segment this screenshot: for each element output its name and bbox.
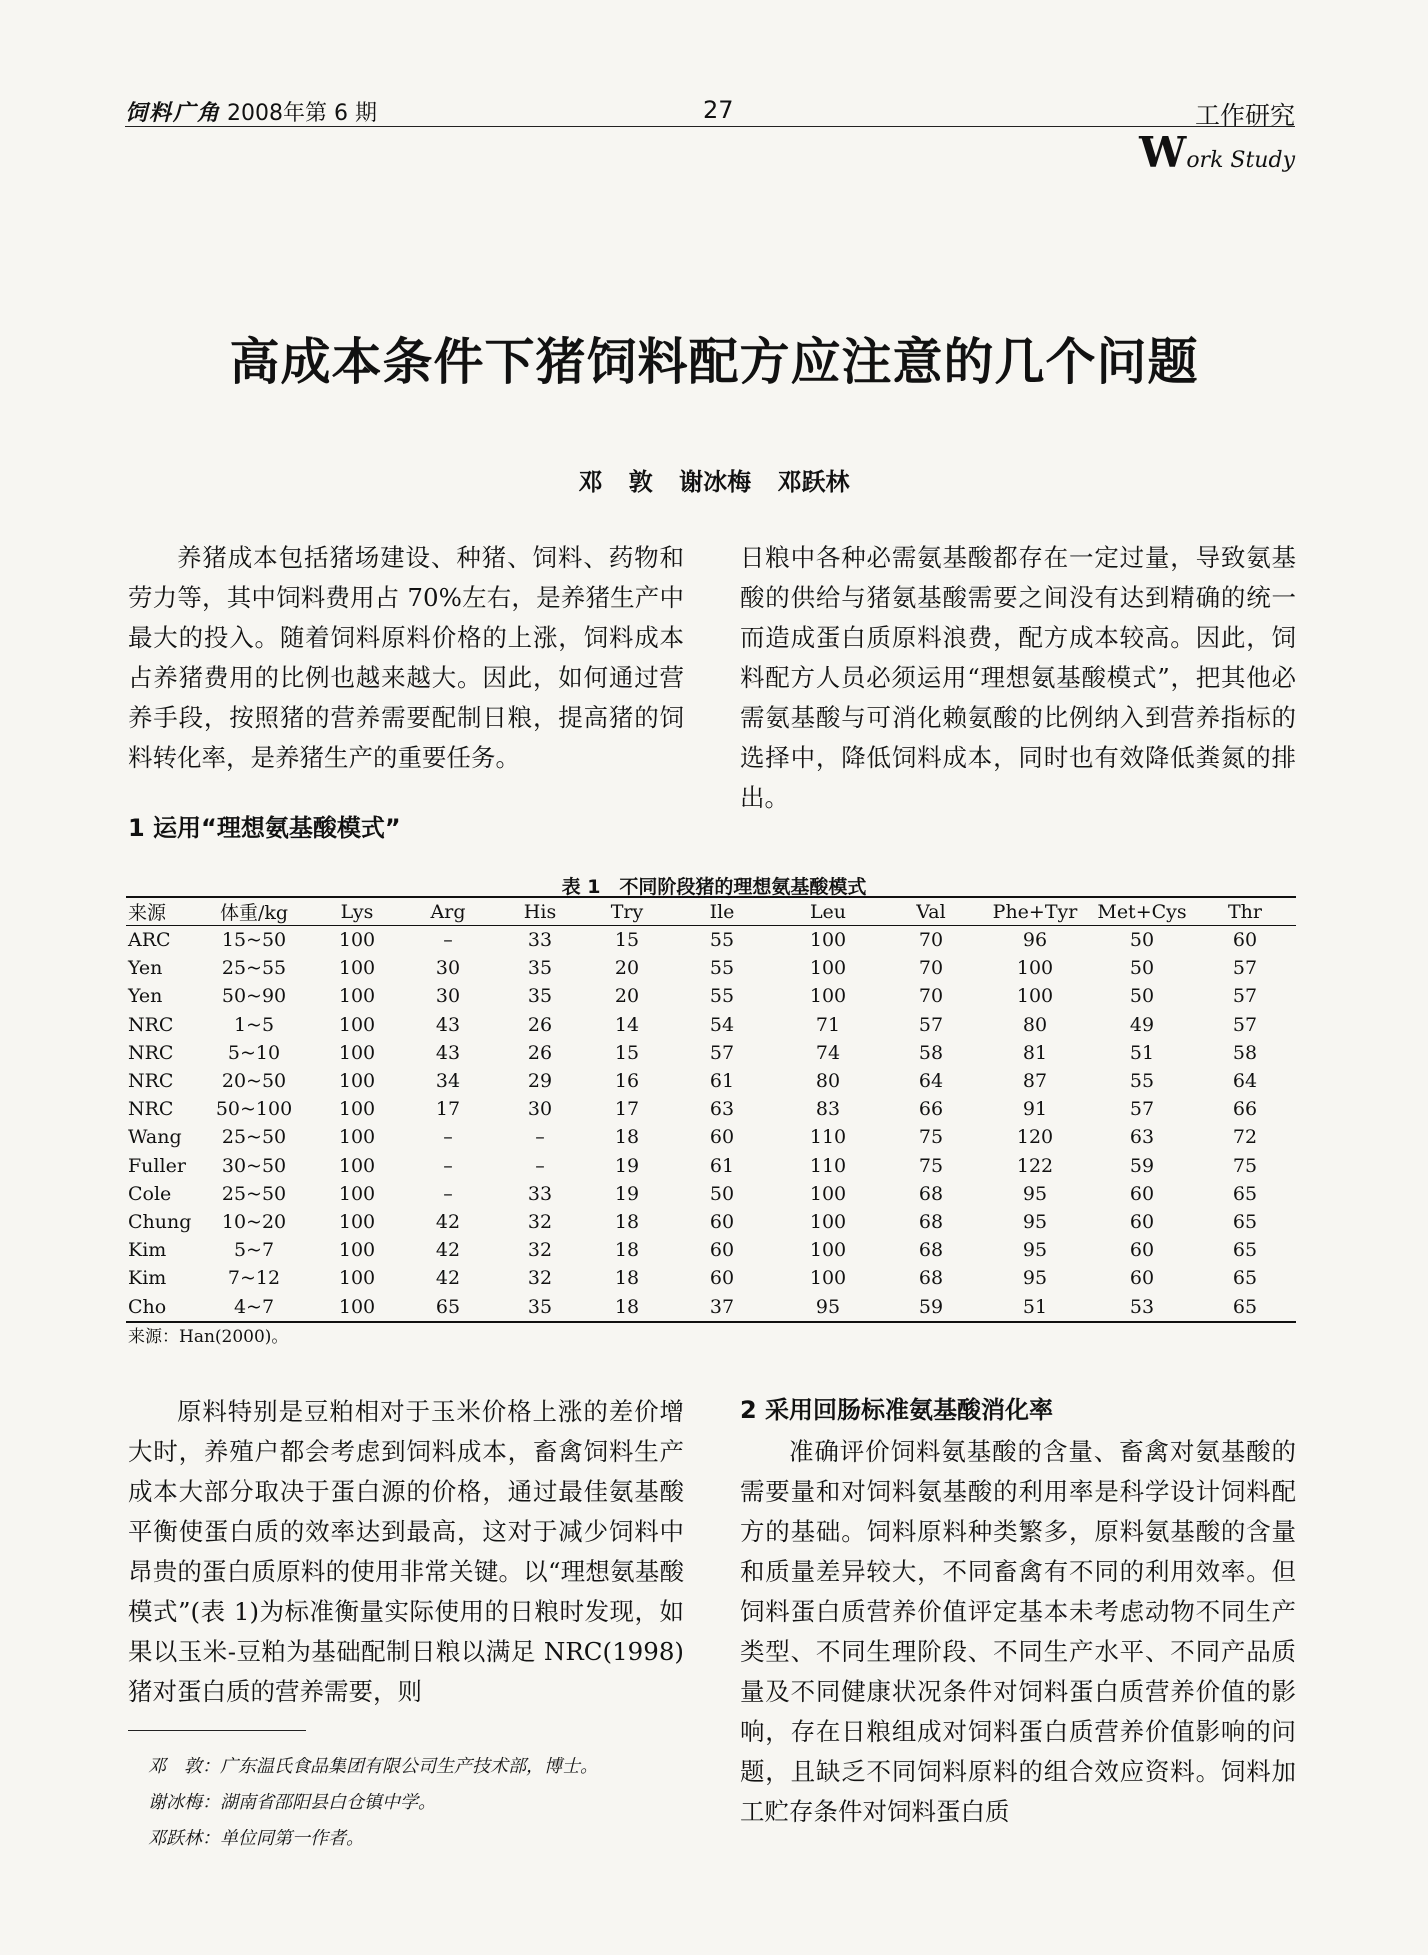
- table-row: [126, 1292, 1296, 1321]
- table-header-cell: Ile: [670, 897, 774, 926]
- table-cell: 30: [435, 957, 461, 980]
- table-cell: 100: [809, 1267, 847, 1290]
- table-cell: –: [443, 929, 453, 952]
- footnote-rule: [128, 1730, 306, 1731]
- table-cell: 18: [584, 1292, 670, 1321]
- table-cell: 35: [527, 985, 553, 1008]
- table-cell: Yen: [128, 957, 163, 980]
- table-row: [126, 1011, 1296, 1039]
- table-cell: 1~5: [233, 1013, 275, 1036]
- table-cell: 34: [435, 1070, 461, 1093]
- table-cell: 80: [1022, 1013, 1048, 1036]
- table-cell: 59: [1129, 1154, 1155, 1177]
- table-cell: 18: [614, 1126, 640, 1149]
- table-cell: 55: [709, 985, 735, 1008]
- table-cell: 33: [527, 1182, 553, 1205]
- table-cell: 60: [1129, 1182, 1155, 1205]
- table-cell: 35: [527, 957, 553, 980]
- table-header-cell: Met+Cys: [1090, 897, 1194, 926]
- table-cell: 33: [527, 929, 553, 952]
- table-cell: 35: [496, 1292, 584, 1321]
- table-cell: 42: [435, 1267, 461, 1290]
- table-row: [126, 982, 1296, 1010]
- journal-issue: [125, 96, 377, 127]
- section-heading-2: 2 采用回肠标准氨基酸消化率: [740, 1396, 1054, 1424]
- table-cell: 51: [1129, 1041, 1155, 1064]
- table-cell: 42: [435, 1239, 461, 1262]
- table-cell: 57: [709, 1041, 735, 1064]
- table-cell: 71: [815, 1013, 841, 1036]
- table-cell: 100: [338, 985, 376, 1008]
- table-cell: 65: [400, 1292, 496, 1321]
- table-cell: 100: [338, 1239, 376, 1262]
- table-cell: 100: [1016, 957, 1054, 980]
- table-cell: 25~50: [221, 1182, 287, 1205]
- table-cell: 32: [527, 1267, 553, 1290]
- table-cell: 50~100: [215, 1098, 293, 1121]
- table-cell: 91: [1022, 1098, 1048, 1121]
- table-cell: 57: [1232, 1013, 1258, 1036]
- table-cell: 75: [918, 1154, 944, 1177]
- table-cell: 55: [709, 929, 735, 952]
- section-label-en-initial: W: [1139, 128, 1187, 177]
- table-cell: 100: [809, 1210, 847, 1233]
- table-cell: Wang: [128, 1126, 182, 1149]
- table-cell: 25~50: [221, 1126, 287, 1149]
- table-cell: 100: [338, 1013, 376, 1036]
- table-cell: 75: [1232, 1154, 1258, 1177]
- table-cell: 5~10: [227, 1041, 281, 1064]
- table-cell: Kim: [128, 1267, 167, 1290]
- section-label: 工作研究: [1194, 101, 1295, 130]
- table-cell: 122: [1016, 1154, 1054, 1177]
- table-row: [126, 1039, 1296, 1067]
- table-cell: 100: [809, 957, 847, 980]
- table-cell: 53: [1090, 1292, 1194, 1321]
- table-header-cell: Thr: [1194, 897, 1296, 926]
- table-cell: 100: [809, 1182, 847, 1205]
- table-cell: 42: [435, 1210, 461, 1233]
- table-cell: 66: [1232, 1098, 1258, 1121]
- table-cell: 60: [709, 1210, 735, 1233]
- table-cell: 65: [1232, 1182, 1258, 1205]
- table-cell: 29: [527, 1070, 553, 1093]
- table-cell: –: [443, 1154, 453, 1177]
- table-cell: 65: [1232, 1239, 1258, 1262]
- table-header-cell: Lys: [314, 897, 400, 926]
- table-cell: 68: [918, 1210, 944, 1233]
- table-cell: 18: [614, 1210, 640, 1233]
- table-cell: 59: [882, 1292, 980, 1321]
- table-cell: 87: [1022, 1070, 1048, 1093]
- table-row: [126, 1208, 1296, 1236]
- table-cell: 30: [527, 1098, 553, 1121]
- table-cell: 5~7: [233, 1239, 275, 1262]
- table-cell: 32: [527, 1239, 553, 1262]
- table-cell: 26: [527, 1041, 553, 1064]
- table-cell: 30: [435, 985, 461, 1008]
- table-cell: 20: [614, 957, 640, 980]
- table-cell: 50~90: [221, 985, 287, 1008]
- footnote-author-2: 谢冰梅：湖南省邵阳县白仓镇中学。: [148, 1792, 436, 1813]
- table-cell: 68: [918, 1239, 944, 1262]
- table-row: [126, 1123, 1296, 1151]
- table-cell: 57: [1232, 957, 1258, 980]
- table-cell: 95: [1022, 1210, 1048, 1233]
- table-cell: 60: [1232, 929, 1258, 952]
- table-cell: 58: [1232, 1041, 1258, 1064]
- article-title: 高成本条件下猪饲料配方应注意的几个问题: [229, 333, 1199, 391]
- table-cell: 70: [918, 985, 944, 1008]
- table-source: 来源：Han(2000)。: [128, 1327, 289, 1347]
- table-cell: 60: [1129, 1267, 1155, 1290]
- table-header-cell: Arg: [400, 897, 496, 926]
- table-cell: 20: [614, 985, 640, 1008]
- table-cell: 70: [918, 929, 944, 952]
- amino-acid-table: [126, 896, 1296, 1323]
- table-cell: 83: [815, 1098, 841, 1121]
- table-cell: 57: [1232, 985, 1258, 1008]
- table-cell: 72: [1232, 1126, 1258, 1149]
- table-cell: 63: [1129, 1126, 1155, 1149]
- table-cell: 100: [338, 1126, 376, 1149]
- table-cell: 50: [1129, 929, 1155, 952]
- table-cell: NRC: [128, 1098, 174, 1121]
- table-cell: 55: [1129, 1070, 1155, 1093]
- header-rule: [125, 126, 1295, 127]
- table-row: [126, 1180, 1296, 1208]
- table-cell: NRC: [128, 1013, 174, 1036]
- table-cell: 54: [709, 1013, 735, 1036]
- table-cell: 66: [918, 1098, 944, 1121]
- table-cell: 15: [614, 1041, 640, 1064]
- table-cell: 95: [774, 1292, 882, 1321]
- paragraph-soymeal: 原料特别是豆粕相对于玉米价格上涨的差价增大时，养殖户都会考虑到饲料成本，畜禽饲料生产成本大部分取决于蛋白源的价格，通过最佳氨基酸平衡使蛋白质的效率达到最高，这对于减少饲料中昂贵的蛋白质原料的使用非常关键。以“理想氨基酸模式”(表 1)为标准衡量实际使用的日粮时发现，如果以玉米-豆粕为基础配制日粮以满足 NRC(1998)猪对蛋白质的营养需要，则: [128, 1397, 684, 1706]
- table-cell: 70: [918, 957, 944, 980]
- table-cell: 100: [338, 1154, 376, 1177]
- table-cell: 64: [918, 1070, 944, 1093]
- table-cell: 55: [709, 957, 735, 980]
- table-cell: 57: [1129, 1098, 1155, 1121]
- table-cell: 65: [1232, 1267, 1258, 1290]
- table-cell: 95: [1022, 1239, 1048, 1262]
- table-cell: 49: [1129, 1013, 1155, 1036]
- table-cell: 60: [709, 1126, 735, 1149]
- table-cell: 120: [1016, 1126, 1054, 1149]
- table-cell: NRC: [128, 1070, 174, 1093]
- table-cell: 100: [338, 1070, 376, 1093]
- table-cell: 63: [709, 1098, 735, 1121]
- table-cell: 60: [709, 1267, 735, 1290]
- table-cell: 57: [918, 1013, 944, 1036]
- table-row: [126, 1067, 1296, 1095]
- paragraph-intro: 养猪成本包括猪场建设、种猪、饲料、药物和劳力等，其中饲料费用占 70%左右，是养猪生产中最大的投入。随着饲料原料价格的上涨，饲料成本占养猪费用的比例也越来越大。因此，如何通过营养手段，按照猪的营养需要配制日粮，提高猪的饲料转化率，是养猪生产的重要任务。: [128, 543, 684, 772]
- table-header-cell: 来源: [126, 897, 194, 926]
- table-cell: 26: [527, 1013, 553, 1036]
- section-heading-1: 1 运用“理想氨基酸模式”: [128, 814, 401, 842]
- table-cell: 50: [1129, 957, 1155, 980]
- table-row: [126, 1152, 1296, 1180]
- table-header-cell: Try: [584, 897, 670, 926]
- table-row: [126, 1264, 1296, 1292]
- table-cell: 100: [338, 1182, 376, 1205]
- table-cell: 110: [809, 1126, 847, 1149]
- table-cell: 100: [338, 1267, 376, 1290]
- table-cell: 61: [709, 1070, 735, 1093]
- table-cell: 60: [1129, 1210, 1155, 1233]
- table-cell: 15: [614, 929, 640, 952]
- table-cell: 68: [918, 1182, 944, 1205]
- page-number: 27: [703, 96, 734, 124]
- section-label-en: [1139, 128, 1295, 177]
- table-cell: 16: [614, 1070, 640, 1093]
- table-cell: 100: [809, 1239, 847, 1262]
- table-cell: –: [535, 1154, 545, 1177]
- table-cell: –: [443, 1126, 453, 1149]
- table-cell: Chung: [128, 1210, 192, 1233]
- table-row: [126, 926, 1296, 955]
- table-cell: 64: [1232, 1070, 1258, 1093]
- table-cell: 100: [809, 985, 847, 1008]
- table-cell: 110: [809, 1154, 847, 1177]
- table-cell: 15~50: [221, 929, 287, 952]
- table-cell: 100: [338, 1210, 376, 1233]
- table-cell: ARC: [128, 929, 171, 952]
- table-header-cell: Leu: [774, 897, 882, 926]
- table-cell: 60: [709, 1239, 735, 1262]
- table-cell: 43: [435, 1013, 461, 1036]
- table-cell: 7~12: [227, 1267, 281, 1290]
- footnote-author-1: 邓 敦：广东温氏食品集团有限公司生产技术部，博士。: [148, 1756, 598, 1777]
- table-row: [126, 1236, 1296, 1264]
- table-cell: NRC: [128, 1041, 174, 1064]
- table-cell: 100: [1016, 985, 1054, 1008]
- table-cell: –: [443, 1182, 453, 1205]
- table-cell: 30~50: [221, 1154, 287, 1177]
- table-header-cell: His: [496, 897, 584, 926]
- table-cell: Fuller: [128, 1154, 186, 1177]
- table-cell: 96: [1022, 929, 1048, 952]
- table-cell: 51: [980, 1292, 1090, 1321]
- table-cell: 19: [614, 1182, 640, 1205]
- table-cell: 10~20: [221, 1210, 287, 1233]
- table-cell: 58: [918, 1041, 944, 1064]
- table-cell: 14: [614, 1013, 640, 1036]
- table-cell: 100: [338, 929, 376, 952]
- table-cell: Cho: [126, 1292, 194, 1321]
- table-cell: 74: [815, 1041, 841, 1064]
- section-label-en-rest: ork Study: [1186, 148, 1295, 173]
- table-cell: 17: [435, 1098, 461, 1121]
- table-cell: 61: [709, 1154, 735, 1177]
- table-cell: 95: [1022, 1267, 1048, 1290]
- table-cell: 75: [918, 1126, 944, 1149]
- table-cell: 37: [670, 1292, 774, 1321]
- table-cell: 32: [527, 1210, 553, 1233]
- table-cell: 18: [614, 1267, 640, 1290]
- table-cell: 50: [1129, 985, 1155, 1008]
- table-row: [126, 954, 1296, 982]
- table-cell: Kim: [128, 1239, 167, 1262]
- table-cell: 18: [614, 1239, 640, 1262]
- table-cell: 17: [614, 1098, 640, 1121]
- table-cell: 100: [338, 957, 376, 980]
- table-row: [126, 1095, 1296, 1123]
- table-cell: 100: [314, 1292, 400, 1321]
- table-cell: 80: [815, 1070, 841, 1093]
- table-cell: 100: [809, 929, 847, 952]
- table-cell: 81: [1022, 1041, 1048, 1064]
- footnote-author-3: 邓跃林：单位同第一作者。: [148, 1828, 364, 1849]
- table-cell: 100: [338, 1098, 376, 1121]
- paragraph-digestibility: 准确评价饲料氨基酸的含量、畜禽对氨基酸的需要量和对饲料氨基酸的利用率是科学设计饲料配方的基础。饲料原料种类繁多，原料氨基酸的含量和质量差异较大，不同畜禽有不同的利用效率。但饲料蛋白质营养价值评定基本未考虑动物不同生产类型、不同生理阶段、不同生产水平、不同产品质量及不同健康状况条件对饲料蛋白质营养价值的影响，存在日粮组成对饲料蛋白质营养价值影响的问题，且缺乏不同饲料原料的组合效应资料。饲料加工贮存条件对饲料蛋白质: [740, 1437, 1296, 1826]
- journal-name: 饲料广角: [125, 101, 222, 126]
- table-cell: 43: [435, 1041, 461, 1064]
- table-cell: Yen: [128, 985, 163, 1008]
- table-cell: 60: [1129, 1239, 1155, 1262]
- table-cell: 19: [614, 1154, 640, 1177]
- table-cell: 100: [338, 1041, 376, 1064]
- table-header-row: [126, 897, 1296, 926]
- table-cell: 25~55: [221, 957, 287, 980]
- table-cell: 4~7: [194, 1292, 314, 1321]
- table-cell: 20~50: [221, 1070, 287, 1093]
- issue-number: 2008年第 6 期: [227, 101, 377, 126]
- table-cell: 95: [1022, 1182, 1048, 1205]
- table-cell: 65: [1232, 1210, 1258, 1233]
- table-caption: 表 1 不同阶段猪的理想氨基酸模式: [561, 876, 867, 898]
- table-cell: 50: [709, 1182, 735, 1205]
- table-header-cell: Val: [882, 897, 980, 926]
- table-cell: 65: [1194, 1292, 1296, 1321]
- table-cell: 68: [918, 1267, 944, 1290]
- table-cell: –: [535, 1126, 545, 1149]
- article-authors: 邓 敦 谢冰梅 邓跃林: [578, 468, 850, 496]
- table-header-cell: Phe+Tyr: [980, 897, 1090, 926]
- page-header: [125, 96, 1295, 136]
- table-cell: Cole: [128, 1182, 172, 1205]
- paragraph-intro-continued: 日粮中各种必需氨基酸都存在一定过量，导致氨基酸的供给与猪氨基酸需要之间没有达到精确的统一而造成蛋白质原料浪费，配方成本较高。因此，饲料配方人员必须运用“理想氨基酸模式”，把其他必需氨基酸与可消化赖氨酸的比例纳入到营养指标的选择中，降低饲料成本，同时也有效降低粪氮的排出。: [740, 543, 1296, 812]
- table-header-cell: 体重/kg: [194, 897, 314, 926]
